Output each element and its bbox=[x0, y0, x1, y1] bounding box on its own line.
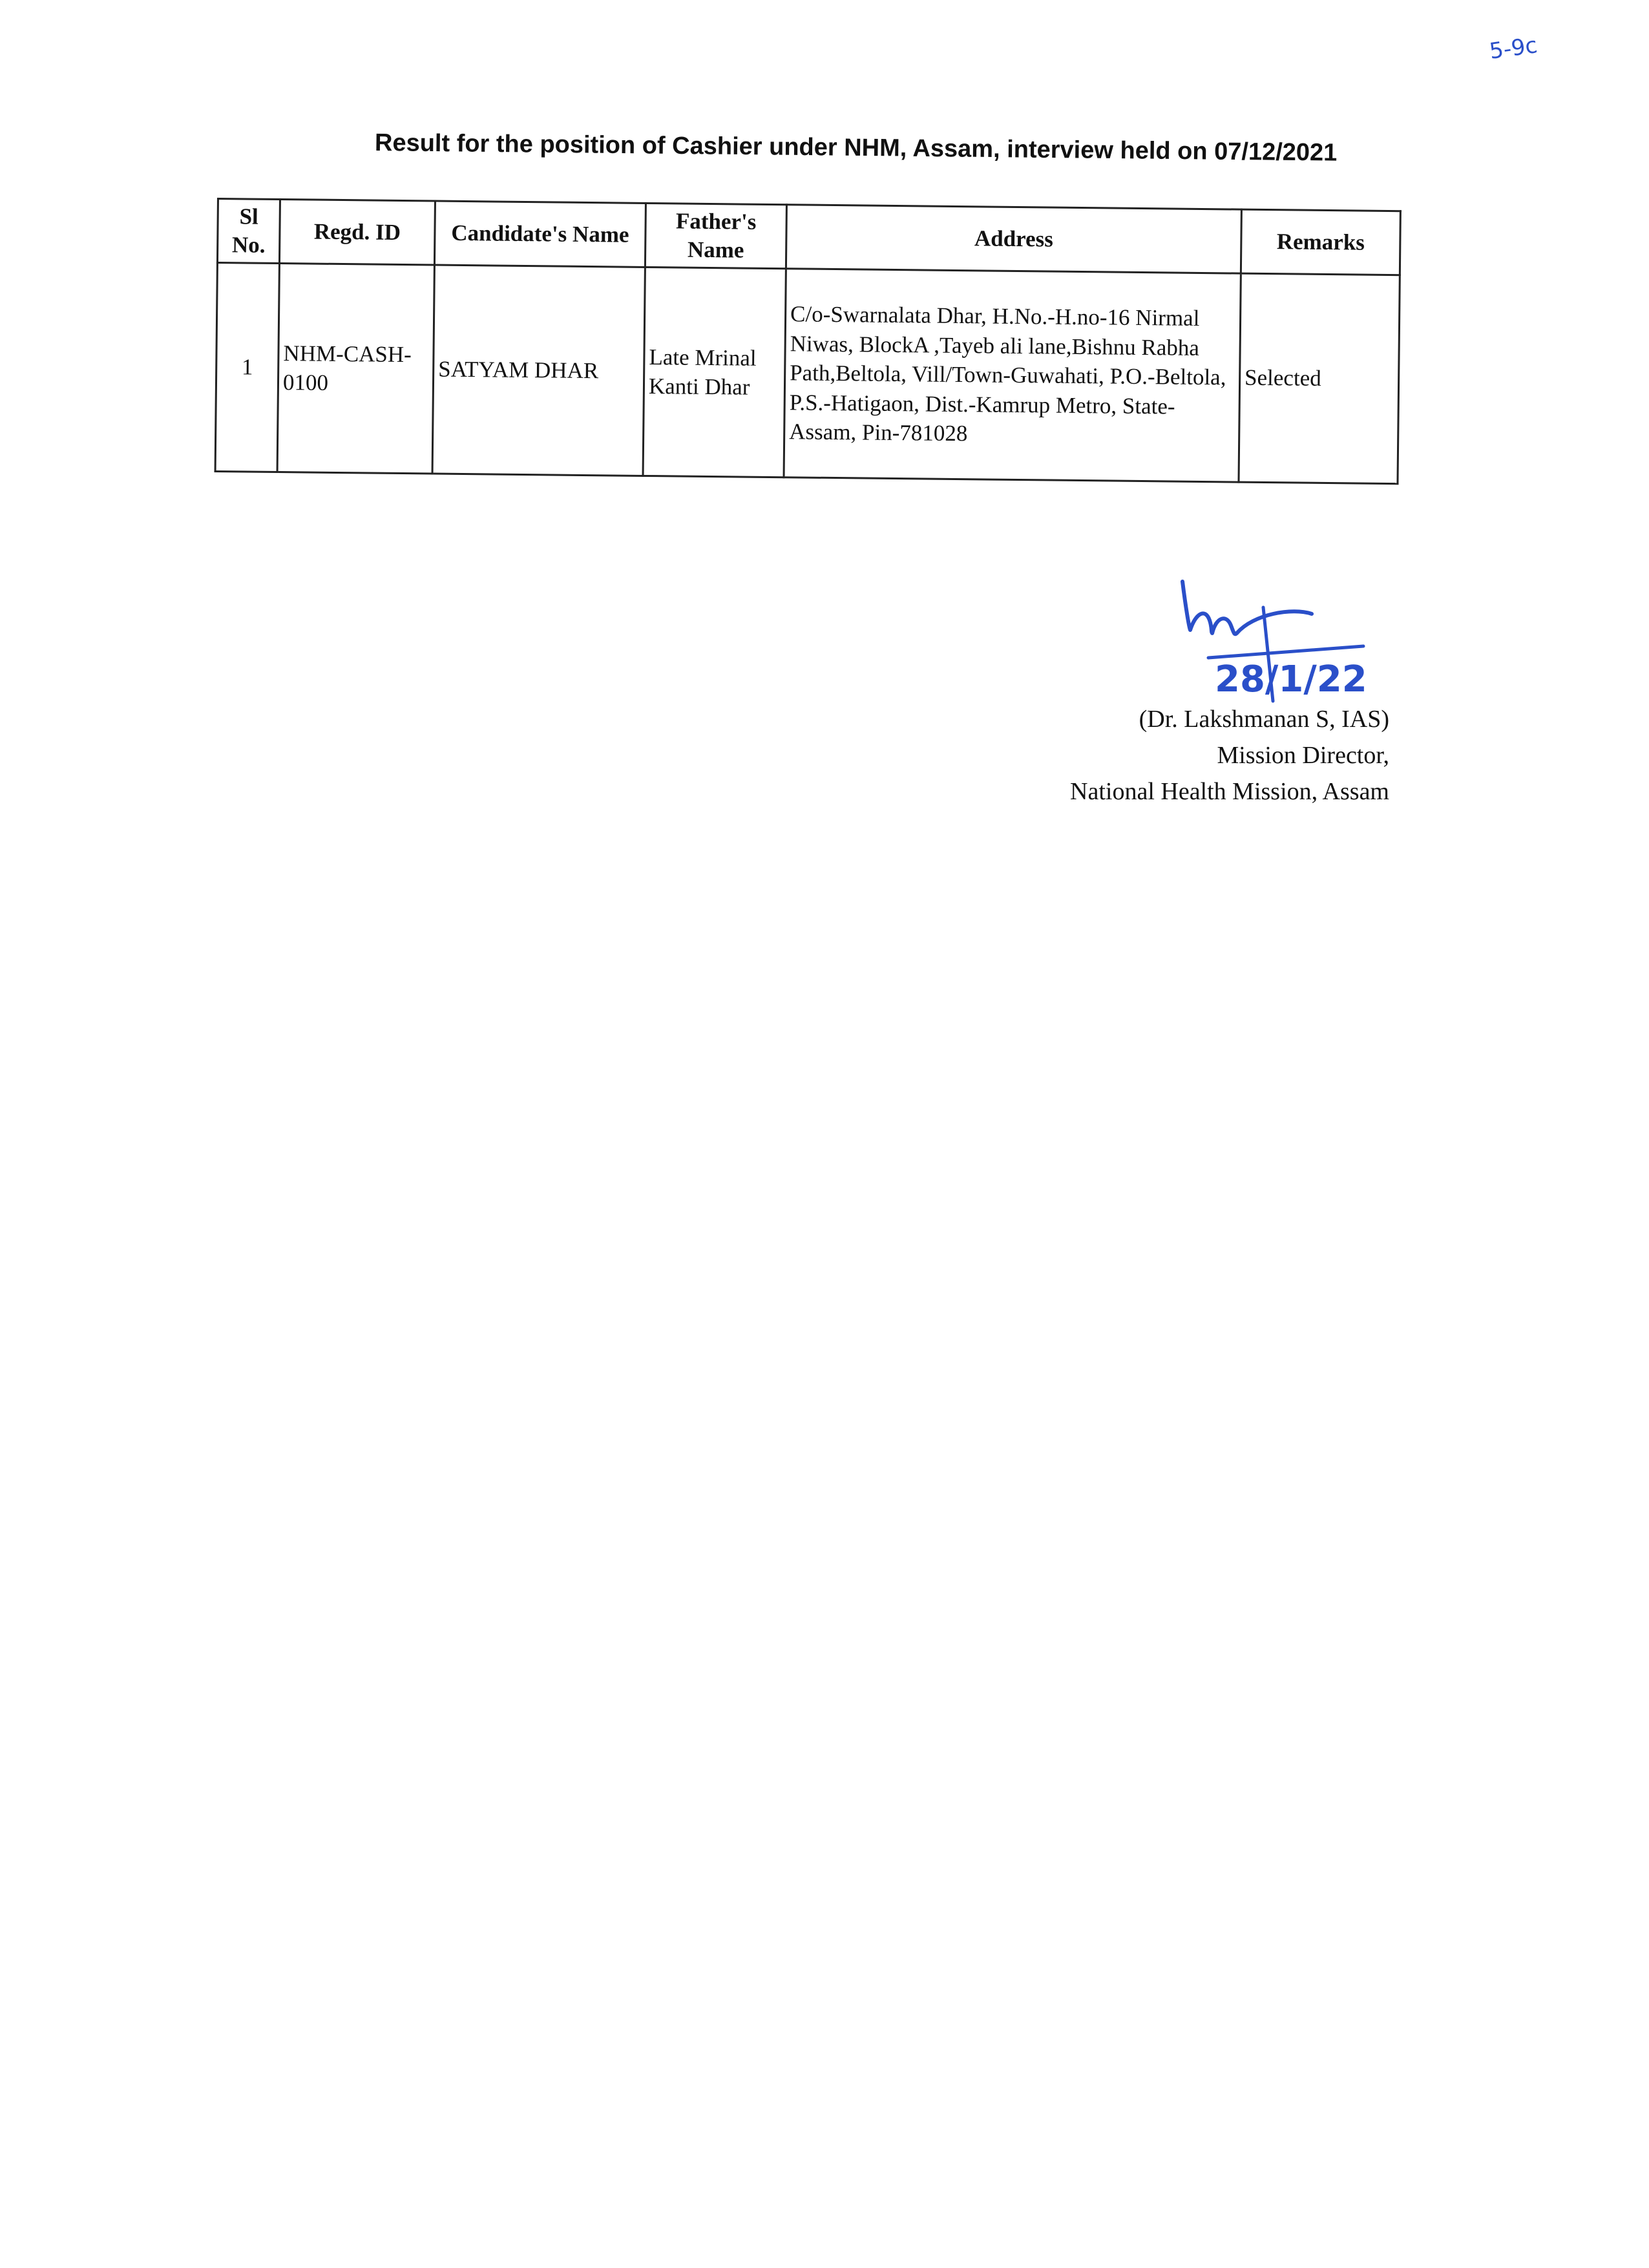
header-sl-no: Sl No. bbox=[217, 199, 280, 264]
signatory-designation: Mission Director, bbox=[1217, 742, 1389, 769]
table-row bbox=[215, 263, 1400, 484]
cell-father-name: Late Mrinal Kanti Dhar bbox=[643, 267, 786, 477]
result-table-container bbox=[215, 198, 1400, 485]
cell-sl-no: 1 bbox=[215, 263, 279, 472]
signature-date: 28/1/22 bbox=[1215, 658, 1367, 700]
table-header-row bbox=[217, 199, 1400, 275]
signatory-name: (Dr. Lakshmanan S, IAS) bbox=[1139, 706, 1389, 733]
document-title: Result for the position of Cashier under NHM, Assam, interview held on 07/12/2021 bbox=[374, 129, 1338, 167]
page-number-mark: 5-9c bbox=[1487, 32, 1539, 65]
header-address: Address bbox=[786, 205, 1241, 273]
header-father-name: Father's Name bbox=[645, 203, 786, 268]
signatory-organization: National Health Mission, Assam bbox=[1070, 778, 1389, 805]
header-regd-id: Regd. ID bbox=[279, 200, 435, 266]
result-table bbox=[215, 198, 1402, 485]
header-remarks: Remarks bbox=[1241, 209, 1400, 275]
cell-candidate-name: SATYAM DHAR bbox=[432, 265, 645, 476]
signatory-block bbox=[1070, 701, 1389, 810]
cell-address: C/o-Swarnalata Dhar, H.No.-H.no-16 Nirmal Niwas, BlockA ,Tayeb ali lane,Bishnu Rabha Path,Beltola, Vill/Town-Guwahati, P.O.-Beltola, P.S.-Hatigaon, Dist.-Kamrup Metro, State-Assam, Pin-781028 bbox=[784, 269, 1241, 482]
cell-remarks: Selected bbox=[1239, 273, 1400, 484]
cell-regd-id: NHM-CASH-0100 bbox=[277, 264, 434, 474]
handwritten-signature bbox=[1170, 569, 1441, 704]
header-candidate-name: Candidate's Name bbox=[434, 201, 646, 267]
